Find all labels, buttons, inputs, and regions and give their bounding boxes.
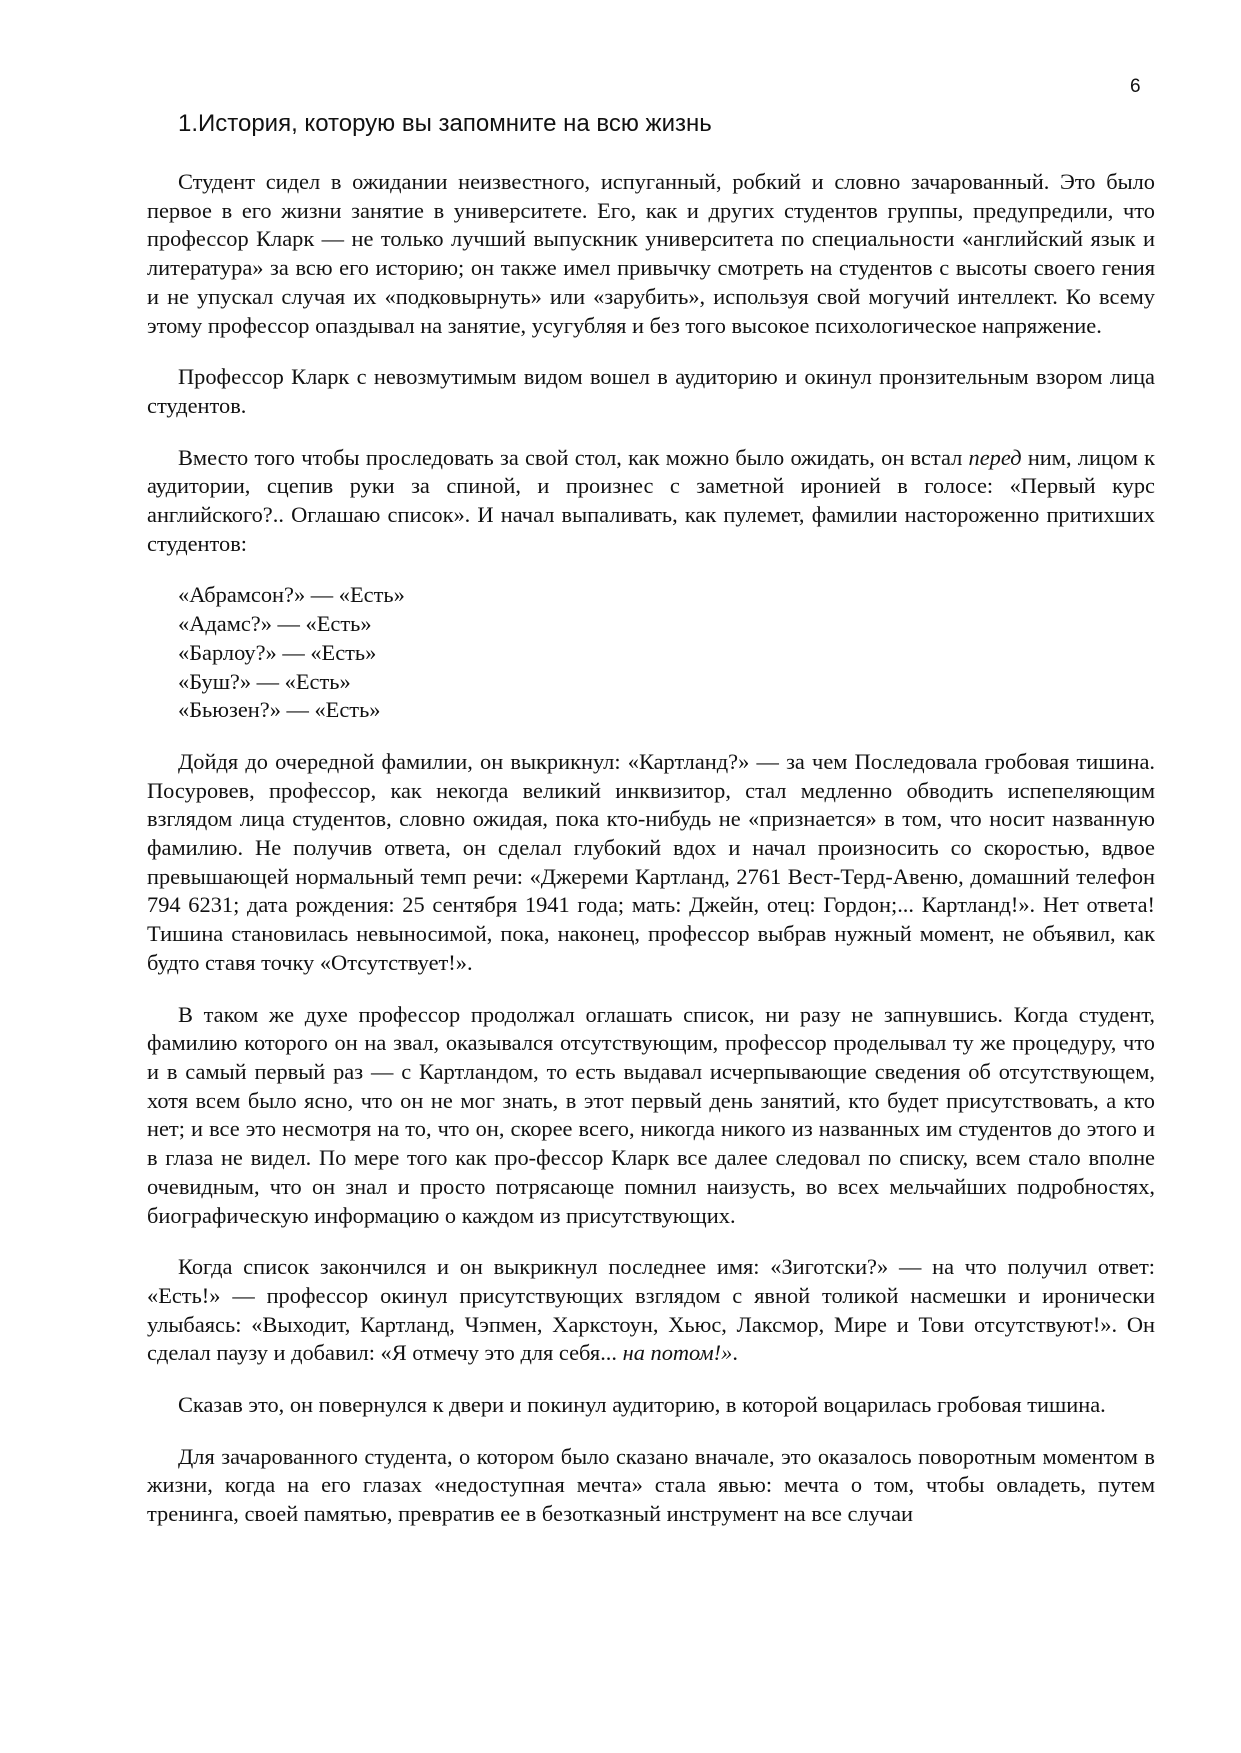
- paragraph-text-part: Когда список закончился и он выкрикнул последнее имя: «Зиготски?» — на что получил ответ: «Есть!» — профессор окинул присутствующих взглядом с явной толикой насмешки и иронически улыбаясь: «Выходит, Картланд, Чэпмен, Харкстоун, Хьюс, Лаксмор, Мире и Тови отсутствуют!». Он сделал паузу и добавил: «Я отмечу это для себя...: [147, 1254, 1155, 1366]
- roster-line: «Адамс?» — «Есть»: [178, 611, 372, 637]
- paragraph-turning-point: Для зачарованного студента, о котором было сказано вначале, это оказалось поворотным моментом в жизни, когда на его глазах «недоступная мечта» стала явью: мечта о том, чтобы овладеть, путем тренинга, своей памятью, превратив ее в безотказный инструмент на все случаи: [147, 1443, 1155, 1527]
- roster-line: «Бьюзен?» — «Есть»: [178, 697, 381, 723]
- roster-line: «Абрамсон?» — «Есть»: [178, 582, 405, 608]
- paragraph-list-ends: [147, 1253, 1155, 1368]
- paragraph-professor-leaves: Сказав это, он повернулся к двери и покинул аудиторию, в которой воцарилась гробовая тишина.: [178, 1392, 1106, 1418]
- roster-list: [147, 581, 1155, 725]
- paragraph-intro: Студент сидел в ожидании неизвестного, испуганный, робкий и словно зачарованный. Это было первое в его жизни занятие в университете. Его, как и других студентов группы, предупредили, что профессор Кларк — не только лучший выпускник университета по специальности «английский язык и литература» за всю его историю; он также имел привычку смотреть на студентов с высоты своего гения и не упускал случая их «подковырнуть» или «зарубить», используя свой могучий интеллект. Ко всему этому профессор опаздывал на занятие, усугубляя и без того высокое психологическое напряжение.: [147, 169, 1155, 338]
- paragraph-cartland: Дойдя до очередной фамилии, он выкрикнул: «Картланд?» — за чем Последовала гробовая тишина. Посуровев, профессор, как некогда великий инквизитор, стал медленно обводить испепеляющим взглядом лица студентов, словно ожидая, пока кто-нибудь не «признается» в том, что носит названную фамилию. Не получив ответа, он сделал глубокий вдох и начал произносить со скоростью, вдвое превышающей нормальный темп речи: «Джереми Картланд, 2761 Вест-Терд-Авеню, домашний телефон 794 6231; дата рождения: 25 сентября 1941 года; мать: Джейн, отец: Гордон;... Картланд!». Нет ответа! Тишина становилась невыносимой, пока, наконец, профессор выбрав нужный момент, не объявил, как будто ставя точку «Отсутствует!».: [147, 748, 1155, 975]
- body-text: [147, 168, 1155, 1552]
- paragraph-professor-enters: Профессор Кларк с невозмутимым видом вошел в аудиторию и окинул пронзительным взором лица студентов.: [147, 364, 1155, 418]
- paragraph-text-part: ним, лицом к аудитории, сцепив руки за спиной, и произнес с заметной иронией в голосе: «Первый курс английского?.. Оглашаю список». И начал выпаливать, как пулемет, фамилии настороженно притихших студентов:: [147, 444, 1155, 556]
- paragraph-text-part: .: [732, 1340, 738, 1366]
- paragraph-roll-call-start: [147, 444, 1155, 559]
- paragraph-text-part: Вместо того чтобы проследовать за свой стол, как можно было ожидать, он встал: [178, 444, 969, 470]
- emphasis-text: на потом!»: [622, 1340, 733, 1366]
- page-number: 6: [1130, 76, 1141, 97]
- roster-line: «Буш?» — «Есть»: [178, 668, 351, 694]
- roster-line: «Барлоу?» — «Есть»: [178, 639, 377, 665]
- chapter-title: 1.История, которую вы запомните на всю жизнь: [178, 110, 712, 137]
- paragraph-list-continues: В таком же духе профессор продолжал оглашать список, ни разу не запнувшись. Когда студент, фамилию которого он на звал, оказывался отсутствующим, профессор проделывал ту же процедуру, что и в самый первый раз — с Картландом, то есть выдавал исчерпывающие сведения об отсутствующем, хотя всем было ясно, что он не мог знать, в этот первый день занятий, кто будет присутствовать, а кто нет; и все это несмотря на то, что он, скорее всего, никогда никого из названных им студентов до этого и в глаза не видел. По мере того как про-фессор Кларк все далее следовал по списку, всем стало вполне очевидным, что он знал и просто потрясающе помнил наизусть, во всех мельчайших подробностях, биографическую информацию о каждом из присутствующих.: [147, 1001, 1155, 1228]
- emphasis-text: перед: [968, 444, 1022, 470]
